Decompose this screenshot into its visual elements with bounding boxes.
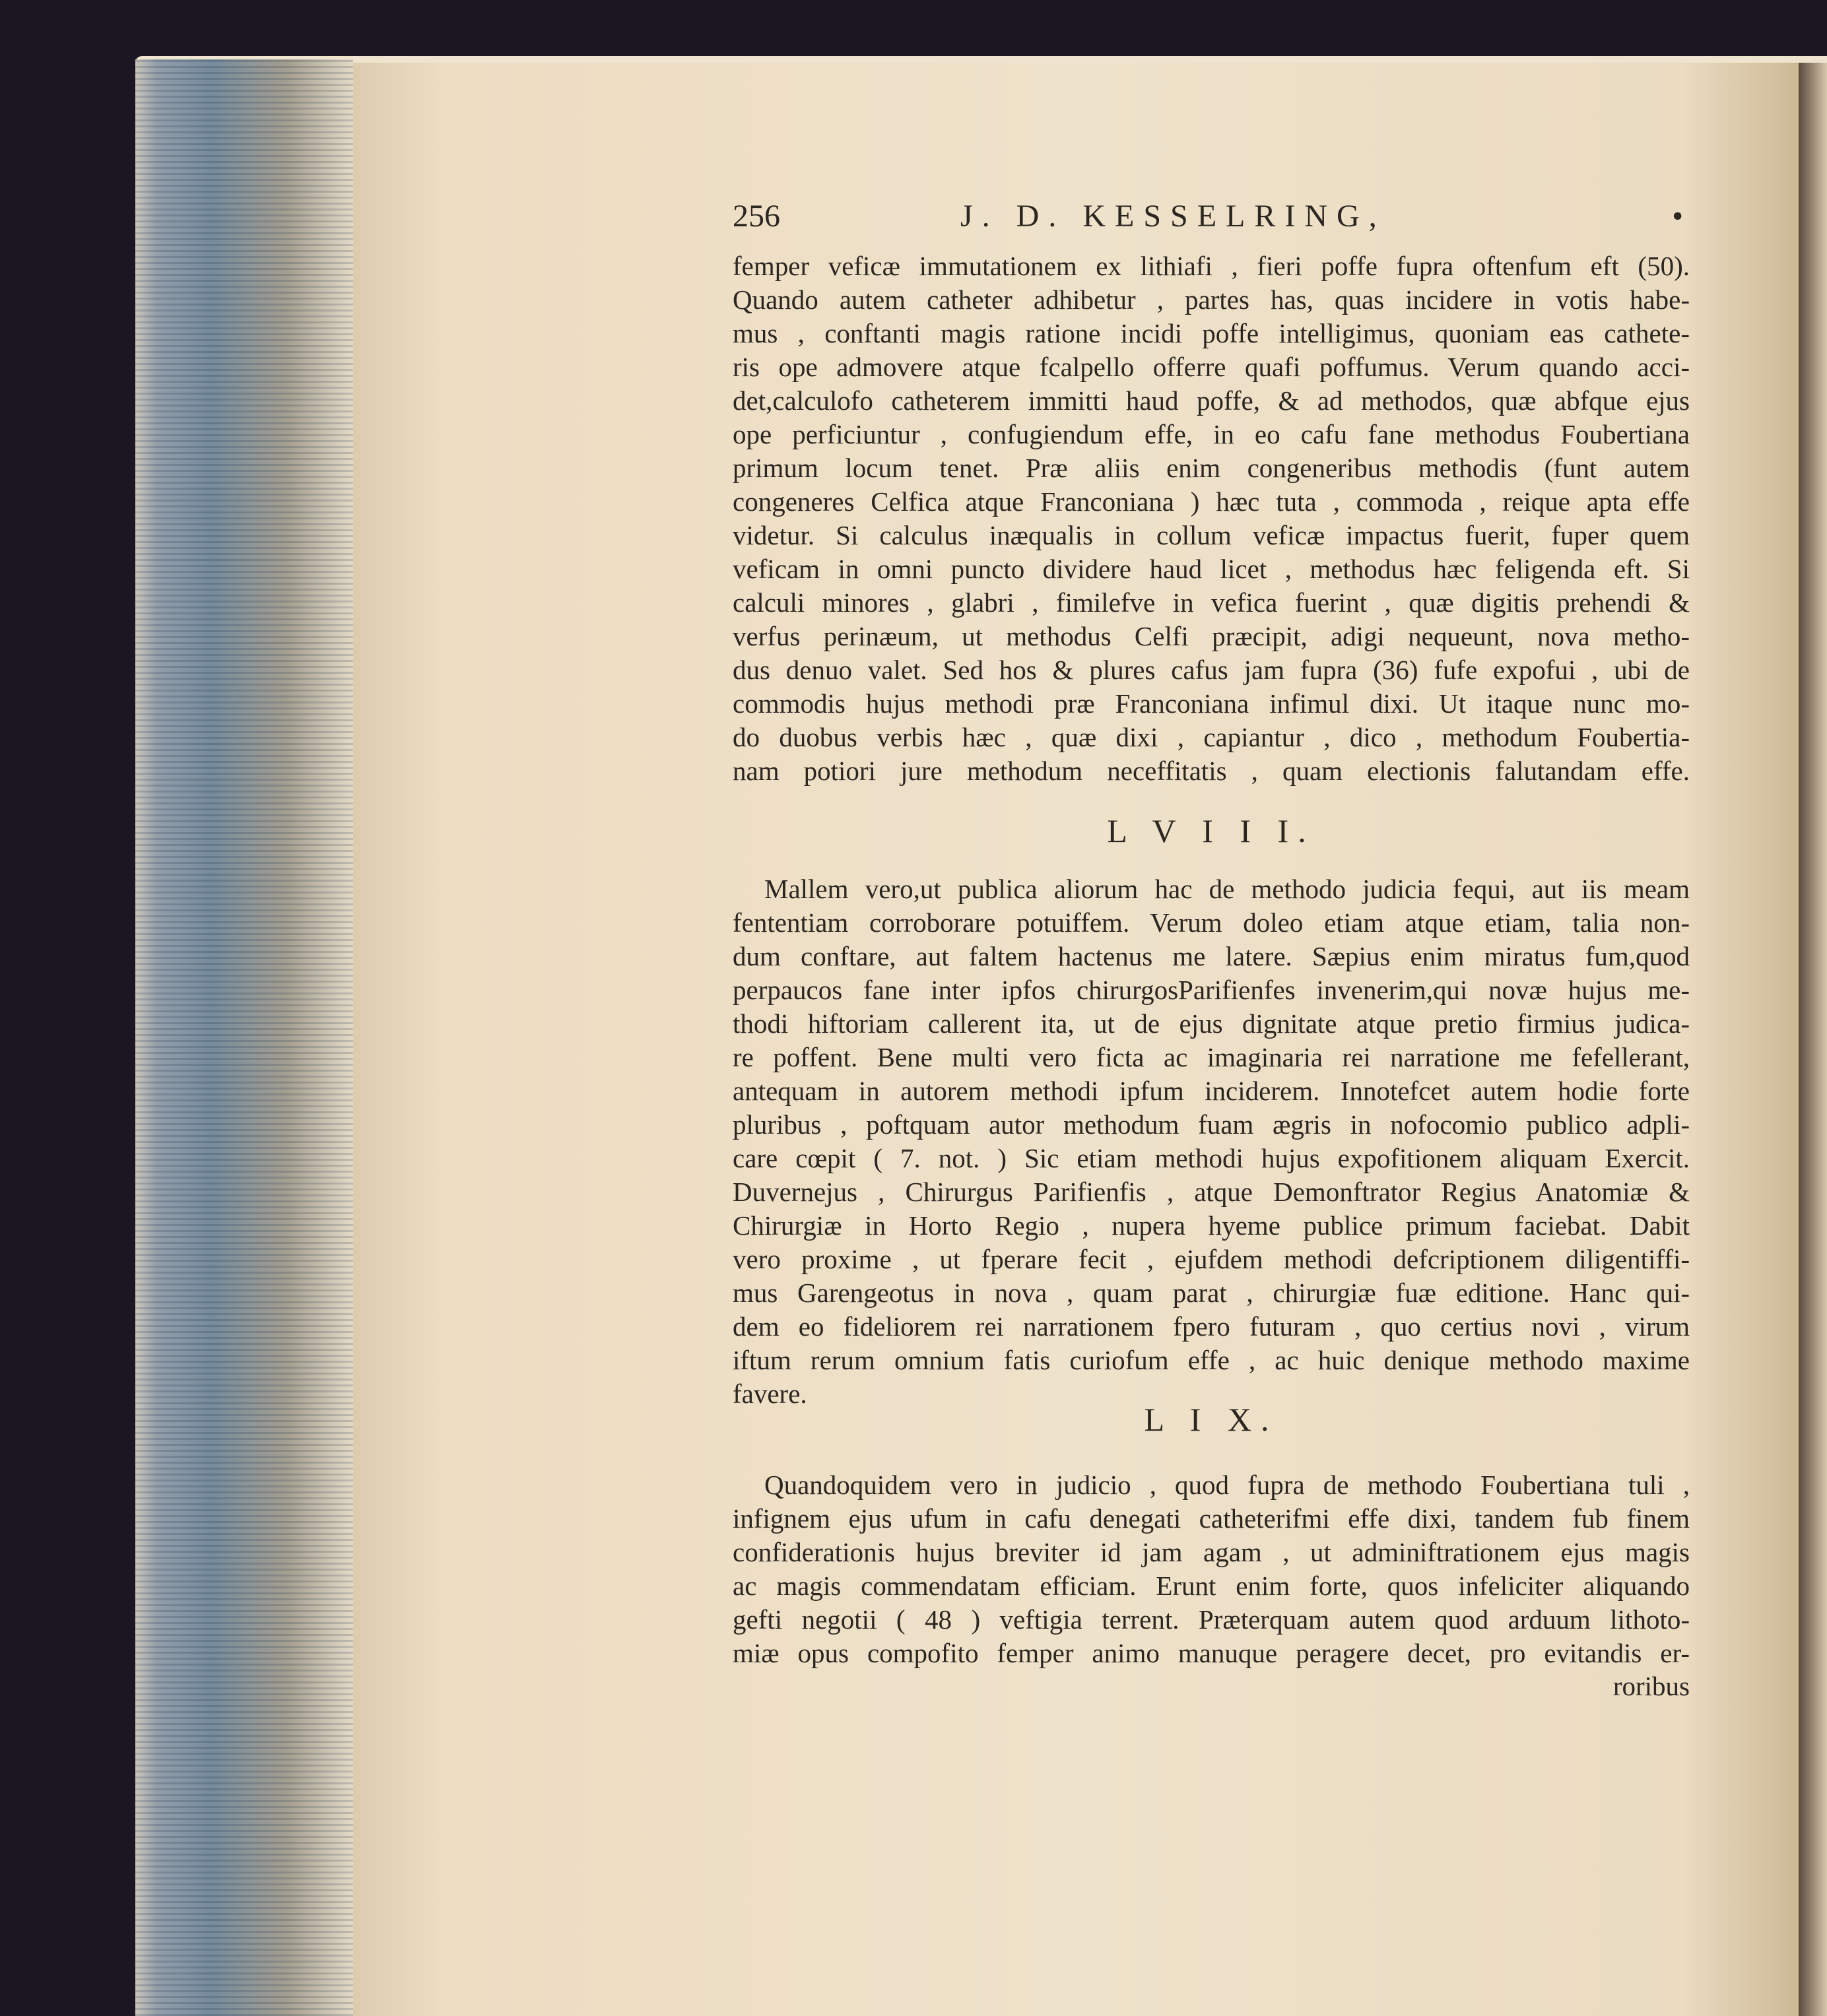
text-line: ac magis commendatam efficiam. Erunt enim forte, quos infeliciter aliquando [733,1571,1690,1601]
text-line: favere. [733,1379,807,1409]
running-header [733,198,1683,244]
catchword: roribus [1612,1671,1690,1701]
text-line: pluribus , poftquam autor methodum fuam ægris in nofocomio publico adpli- [733,1109,1690,1140]
text-line: mus , conftanti magis ratione incidi poffe intelligimus, quoniam eas cathete- [733,318,1690,348]
text-line: fententiam corroborare potuiffem. Verum doleo etiam atque etiam, talia non- [733,907,1690,938]
text-line: videtur. Si calculus inæqualis in collum veficæ impactus fuerit, fuper quem [733,520,1690,550]
text-line: Chirurgiæ in Horto Regio , nupera hyeme publice primum faciebat. Dabit [733,1210,1690,1241]
text-line: congeneres Celfica atque Franconiana ) hæc tuta , commoda , reique apta effe [733,486,1690,517]
facing-page-edge [1799,63,1827,2016]
text-line: dus denuo valet. Sed hos & plures cafus jam fupra (36) fufe expofui , ubi de [733,655,1690,685]
text-line: ope perficiuntur , confugiendum effe, in eo cafu fane methodus Foubertiana [733,419,1690,449]
text-line: primum locum tenet. Præ aliis enim congeneribus methodis (funt autem [733,453,1690,483]
text-line: femper veficæ immutationem ex lithiafi , fieri poffe fupra oftenfum eft (50). [733,251,1690,281]
running-title: J. D. KESSELRING, [960,199,1386,234]
section-heading-lix: L I X. [1144,1401,1279,1438]
section-heading-lviii: L V I I I. [1107,812,1315,849]
text-line: vero proxime , ut fperare fecit , ejufdem methodi defcriptionem diligentiffi- [733,1244,1690,1274]
text-line: perpaucos fane inter ipfos chirurgosParifienfes invenerim,qui novæ hujus me- [733,975,1690,1005]
text-line: Quando autem catheter adhibetur , partes has, quas incidere in votis habe- [733,284,1690,315]
text-line: ris ope admovere atque fcalpello offerre quafi poffumus. Verum quando acci- [733,352,1690,382]
header-ornament: • [1672,199,1683,234]
text-line: det,calculofo catheterem immitti haud poffe, & ad methodos, quæ abfque ejus [733,385,1690,416]
text-line: antequam in autorem methodi ipfum inciderem. Innotefcet autem hodie forte [733,1076,1690,1106]
text-line: care cœpit ( 7. not. ) Sic etiam methodi hujus expofitionem aliquam Exercit. [733,1143,1690,1173]
text-line: re poffent. Bene multi vero ficta ac imaginaria rei narratione me fefellerant, [733,1042,1690,1072]
text-line: Quandoquidem vero in judicio , quod fupra de methodo Foubertiana tuli , [764,1470,1690,1500]
text-line: nam potiori jure methodum neceffitatis , quam electionis falutandam effe. [733,756,1690,786]
page-number: 256 [733,199,780,234]
text-line: confiderationis hujus breviter id jam agam , ut adminiftrationem ejus magis [733,1537,1690,1567]
text-line: dum conftare, aut faltem hactenus me latere. Sæpius enim miratus fum,quod [733,941,1690,971]
text-line: thodi hiftoriam callerent ita, ut de ejus dignitate atque pretio firmius judica- [733,1008,1690,1039]
text-line: Duvernejus , Chirurgus Parifienfis , atque Demonftrator Regius Anatomiæ & [733,1177,1690,1207]
text-line: infignem ejus ufum in cafu denegati catheterifmi effe dixi, tandem fub finem [733,1503,1690,1534]
text-line: commodis hujus methodi præ Franconiana infimul dixi. Ut itaque nunc mo- [733,688,1690,719]
text-line: gefti negotii ( 48 ) veftigia terrent. Præterquam autem quod arduum lithoto- [733,1604,1690,1635]
text-line: calculi minores , glabri , fimilefve in vefica fuerint , quæ digitis prehendi & [733,587,1690,618]
text-line: do duobus verbis hæc , quæ dixi , capiantur , dico , methodum Foubertia- [733,722,1690,752]
book-fore-edge [135,59,353,2016]
text-line: veficam in omni puncto dividere haud licet , methodus hæc feligenda eft. Si [733,554,1690,584]
text-line: verfus perinæum, ut methodus Celfi præcipit, adigi nequeunt, nova metho- [733,621,1690,651]
text-line: mus Garengeotus in nova , quam parat , chirurgiæ fuæ editione. Hanc qui- [733,1278,1690,1308]
text-line: dem eo fideliorem rei narrationem fpero futuram , quo certius novi , virum [733,1311,1690,1342]
text-line: iftum rerum omnium fatis curiofum effe , ac huic denique methodo maxime [733,1345,1690,1375]
text-line: miæ opus compofito femper animo manuque peragere decet, pro evitandis er- [733,1638,1690,1668]
text-line: Mallem vero,ut publica aliorum hac de methodo judicia fequi, aut iis meam [764,874,1690,904]
